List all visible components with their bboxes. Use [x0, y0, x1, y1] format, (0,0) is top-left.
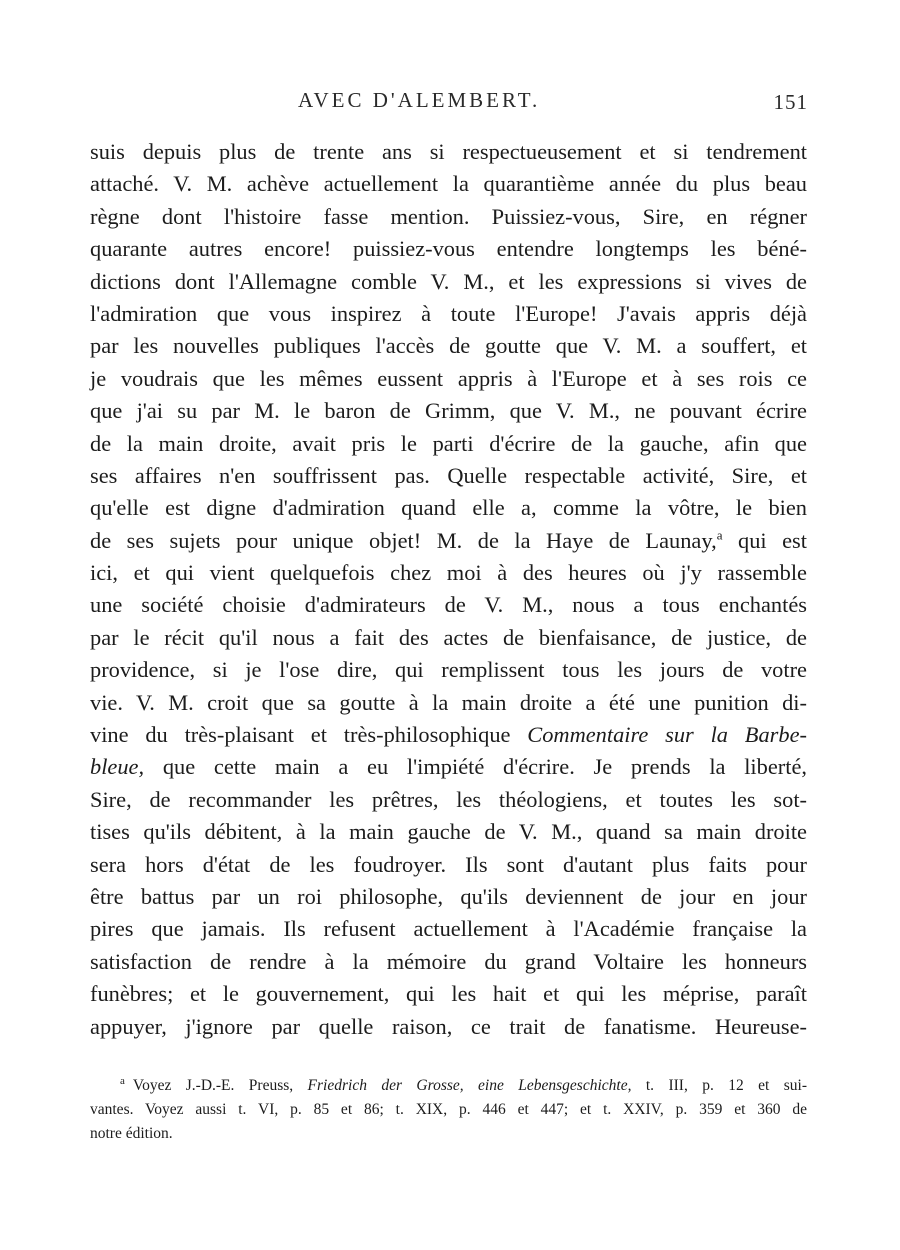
text-line [90, 913, 807, 945]
text-segment: dictions dont l'Allemagne comble V. M., et les expressions si vives de [90, 268, 807, 294]
text-segment: sera hors d'état de les foudroyer. Ils sont d'autant plus faits pour [90, 851, 807, 877]
text-line [90, 557, 807, 589]
text-segment: satisfaction de rendre à la mémoire du grand Voltaire les honneurs [90, 948, 807, 974]
text-line [90, 719, 807, 751]
text-segment: de ses sujets pour unique objet! M. de la Haye de Launay, [90, 527, 717, 553]
text-segment: que j'ai su par M. le baron de Grimm, que V. M., ne pouvant écrire [90, 398, 807, 424]
text-segment: quarante autres encore! puissiez-vous entendre longtemps les béné- [90, 236, 807, 262]
text-segment: de la main droite, avait pris le parti d'écrire de la gauche, afin que [90, 430, 807, 456]
text-line [90, 201, 807, 233]
text-line [90, 654, 807, 686]
text-line [90, 978, 807, 1010]
text-segment: Sire, de recommander les prêtres, les théologiens, et toutes les sot- [90, 786, 807, 812]
footnote-text: vantes. Voyez aussi t. VI, p. 85 et 86; t. XIX, p. 446 et 447; et t. XXIV, p. 359 et 360 de [90, 1101, 807, 1118]
text-line [90, 298, 807, 330]
text-line [90, 1011, 807, 1043]
footnote-reference: a [716, 527, 723, 543]
italic-text: Commentaire sur la Barbe- [527, 722, 807, 748]
text-segment: que cette main a eu l'impiété d'écrire. Je prends la liberté, [144, 754, 807, 780]
footnote-text: Voyez J.-D.-E. Preuss, [132, 1077, 308, 1094]
footnote-text: t. III, p. 12 et sui- [631, 1077, 807, 1094]
text-line [90, 492, 807, 524]
text-segment: par le récit qu'il nous a fait des actes de bienfaisance, de justice, de [90, 624, 807, 650]
text-segment: attaché. V. M. achève actuellement la quarantième année du plus beau [90, 171, 807, 197]
text-segment: qui est [722, 527, 807, 553]
text-line [90, 395, 807, 427]
text-segment: vie. V. M. croit que sa goutte à la main droite a été une punition di- [90, 689, 807, 715]
text-segment: providence, si je l'ose dire, qui remplissent tous les jours de votre [90, 657, 807, 683]
text-line [90, 330, 807, 362]
footnote-line [90, 1122, 807, 1146]
footnote-marker: a [120, 1074, 125, 1087]
body-text [90, 136, 807, 1043]
footnote-line [90, 1098, 807, 1122]
text-segment: ici, et qui vient quelquefois chez moi à des heures où j'y rassemble [90, 560, 807, 586]
text-segment: une société choisie d'admirateurs de V. M., nous a tous enchantés [90, 592, 807, 618]
text-segment: être battus par un roi philosophe, qu'ils deviennent de jour en jour [90, 883, 807, 909]
text-line [90, 525, 807, 557]
text-line [90, 784, 807, 816]
text-line [90, 946, 807, 978]
text-line [90, 881, 807, 913]
text-line [90, 849, 807, 881]
footnote-italic-text: Friedrich der Grosse, eine Lebensgeschichte, [307, 1077, 632, 1094]
running-head-title: AVEC D'ALEMBERT. [298, 88, 541, 112]
footnote-text: notre édition. [90, 1125, 173, 1142]
text-segment: je voudrais que les mêmes eussent appris à l'Europe et à ses rois ce [90, 365, 807, 391]
italic-text: bleue, [90, 754, 145, 780]
text-segment: règne dont l'histoire fasse mention. Puissiez-vous, Sire, en régner [90, 203, 807, 229]
text-line [90, 687, 807, 719]
text-line [90, 136, 807, 168]
text-line [90, 460, 807, 492]
text-segment: appuyer, j'ignore par quelle raison, ce trait de fanatisme. Heureuse- [90, 1013, 807, 1039]
text-line [90, 816, 807, 848]
page-number: 151 [773, 90, 808, 114]
footnote-block [90, 1074, 807, 1146]
text-line [90, 622, 807, 654]
text-line [90, 428, 807, 460]
text-segment: qu'elle est digne d'admiration quand elle a, comme la vôtre, le bien [90, 495, 807, 521]
text-line [90, 168, 807, 200]
text-segment: suis depuis plus de trente ans si respectueusement et si tendrement [90, 139, 807, 164]
text-segment: pires que jamais. Ils refusent actuellement à l'Académie française la [90, 916, 807, 942]
text-line [90, 266, 807, 298]
text-segment: par les nouvelles publiques l'accès de goutte que V. M. a souffert, et [90, 333, 807, 359]
text-line [90, 589, 807, 621]
text-segment: l'admiration que vous inspirez à toute l'Europe! J'avais appris déjà [90, 300, 807, 326]
text-segment: tises qu'ils débitent, à la main gauche de V. M., quand sa main droite [90, 819, 807, 845]
text-segment: ses affaires n'en souffrissent pas. Quelle respectable activité, Sire, et [90, 462, 807, 488]
text-line [90, 363, 807, 395]
text-line [90, 751, 807, 783]
text-segment: funèbres; et le gouvernement, qui les hait et qui les méprise, paraît [90, 981, 807, 1007]
text-segment: vine du très-plaisant et très-philosophique [90, 722, 528, 748]
footnote-line [90, 1074, 807, 1098]
text-line [90, 233, 807, 265]
